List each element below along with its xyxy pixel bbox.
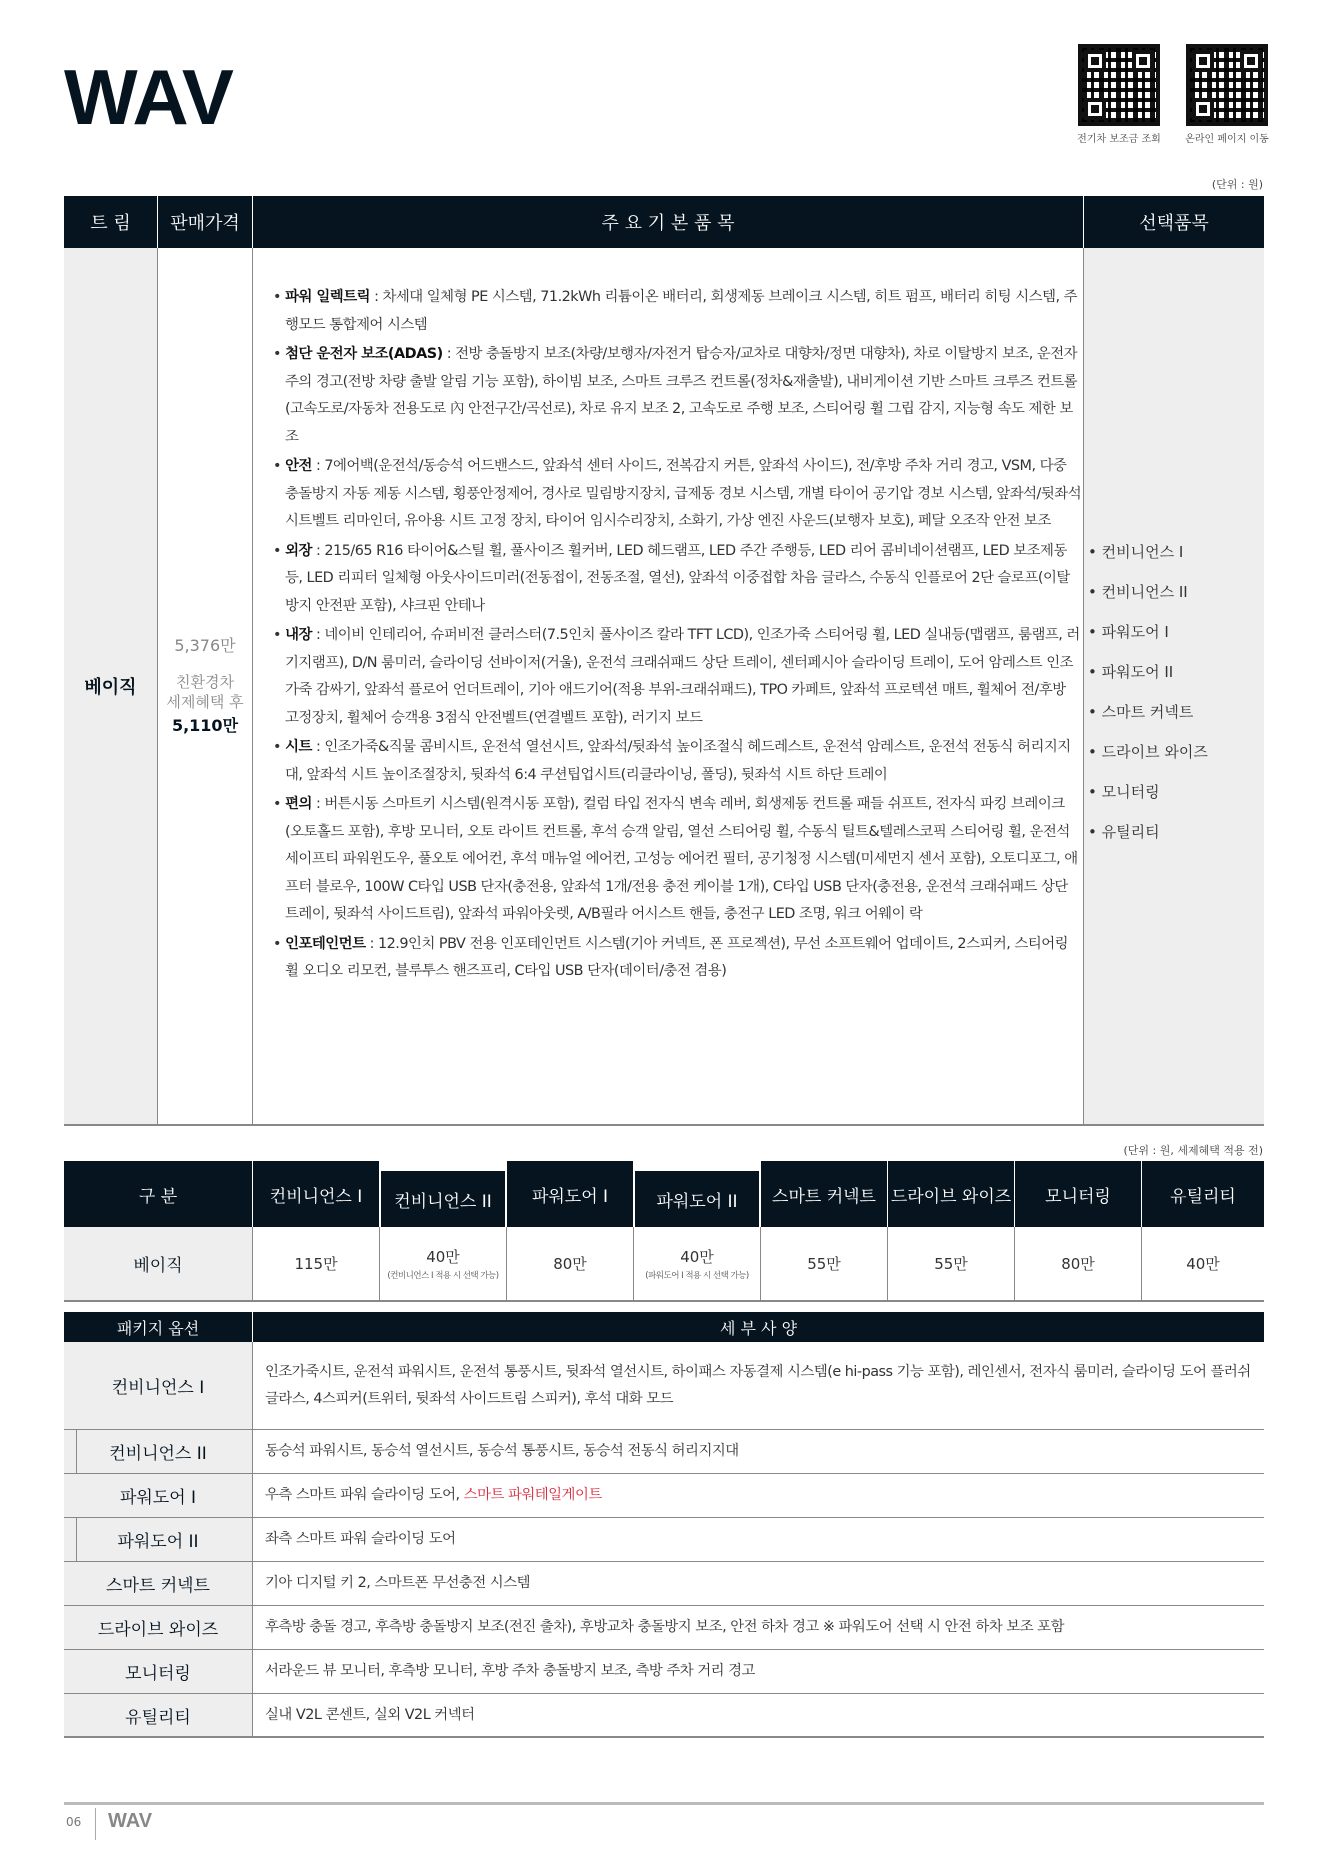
package-desc [253,1430,1264,1473]
option-price-cell [1142,1227,1264,1300]
option-price-row [64,1227,1264,1302]
option-price: 55만 [934,1255,968,1273]
option-price: 55만 [807,1255,841,1273]
qr-code-icon[interactable] [1186,44,1268,126]
package-row [64,1518,1264,1562]
item-text: : 7에어백(운전석/동승석 어드밴스드, 앞좌석 센터 사이드, 전복감지 커튼, 앞좌석 사이드), 전/후방 주차 거리 경고, VSM, 다중 충돌방지 자동 제동 시스템, 횡풍안정제어, 경사로 밀림방지장치, 급제동 경보 시스템, 개별 타이어 공기압 경보 시스템, 앞좌석/뒷좌석 시트벨트 리마인더, 유아용 시트 고정 장치, 타이어 임시수리장치, 소화기, 가상 엔진 사운드(보행자 보호), 페달 오조작 안전 보조 [285,458,1082,529]
price-note: 세제혜택 후 [166,693,244,711]
item-text: : 네이비 인테리어, 슈퍼비전 클러스터(7.5인치 풀사이즈 칼라 TFT LCD), 인조가죽 스티어링 휠, LED 실내등(맵램프, 룸램프, 러기지램프), D/N 룸미러, 슬라이딩 선바이저(거울), 운전석 크래쉬패드 상단 트레이, 센터페시아 슬라이딩 트레이, 도어 암레스트 인조가죽 감싸기, 앞좌석 플로어 언더트레이, 기아 애드기어(적용 부위-크래쉬패드), TPO 카페트, 앞좌석 프로텍션 매트, 휠체어 전/후방 고정장치, 휠체어 승객용 3점식 안전벨트(연결벨트 포함), 러기지 보드 [285,627,1080,726]
item-category: 첨단 운전자 보조(ADAS) [285,346,443,362]
qr-label-online: 온라인 페이지 이동 [1185,134,1269,145]
option-header: 드라이브 와이즈 [888,1161,1015,1227]
package-desc-text: 실내 V2L 콘센트, 실외 V2L 커넥터 [265,1706,475,1723]
option-row-label: 베이직 [64,1227,253,1300]
item-text: : 전방 충돌방지 보조(차량/보행자/자전거 탑승자/교차로 대향차/정면 대향차), 차로 이탈방지 보조, 운전자 주의 경고(전방 차량 출발 알림 기능 포함), 하이빔 보조, 스마트 크루즈 컨트롤(정차&재출발), 내비게이션 기반 스마트 크루즈 컨트롤(고속도로/자동차 전용도로 內 안전구간/곡선로), 차로 유지 보조 2, 고속도로 주행 보조, 스티어링 휠 그립 감지, 지능형 속도 제한 보조 [285,346,1078,445]
option-header [380,1161,507,1227]
optional-item: • 스마트 커넥트 [1088,703,1194,721]
header-details: 세 부 사 양 [719,1318,798,1338]
footer-divider [64,1802,1264,1805]
option-header: 스마트 커넥트 [761,1161,888,1227]
item-text: : 215/65 R16 타이어&스틸 휠, 풀사이즈 휠커버, LED 헤드램프, LED 주간 주행등, LED 리어 콤비네이션램프, LED 보조제동등, LED 리피터 일체형 아웃사이드미러(전동접이, 전동조절, 열선), 앞좌석 이중접합 차음 글라스, 수동식 인플로어 2단 슬로프(이탈방지 안전판 포함), 샤크핀 안테나 [285,542,1070,614]
package-name: 드라이브 와이즈 [64,1606,253,1649]
header-items: 주 요 기 본 품 목 [253,196,1084,248]
price-note: 친환경차 [176,673,234,691]
item-category: 인포테인먼트 [285,935,366,952]
option-price-cell [634,1227,761,1300]
standard-item: • 편의 : 버튼시동 스마트키 시스템(원격시동 포함), 컬럼 타입 전자식 변속 레버, 회생제동 컨트롤 패들 쉬프트, 전자식 파킹 브레이크(오토홀드 포함), 후방 모니터, 오토 라이트 컨트롤, 후석 승객 알림, 열선 스티어링 휠, 수동식 틸트&텔레스코픽 스티어링 휠, 운전석 세이프티 파워윈도우, 풀오토 에어컨, 후석 매뉴얼 에어컨, 고성능 에어컨 필터, 공기청정 시스템(미세먼지 센서 포함), 오토디포그, 애프터 블로우, 100W C타입 USB 단자(충전용, 앞좌석 1개/전용 충전 케이블 1개), C타입 USB 단자(충전용, 운전석 크래쉬패드 상단 트레이, 뒷좌석 사이드트림), 앞좌석 파워아웃렛, A/B필라 어시스트 핸들, 충전구 LED 조명, 워크 어웨이 락 [273,796,1078,922]
option-note: (파워도어 I 적용 시 선택 가능) [645,1271,749,1281]
package-table-body [64,1342,1264,1738]
item-category: 시트 [285,739,312,755]
header-price: 판매가격 [158,196,253,248]
package-row [64,1430,1264,1474]
trim-name: 베이직 [64,248,158,1124]
package-desc-text: 기아 디지털 키 2, 스마트폰 무선충전 시스템 [265,1575,531,1591]
main-table-body [64,248,1264,1126]
package-desc-text: 서라운드 뷰 모니터, 후측방 모니터, 후방 주차 충돌방지 보조, 측방 주차 거리 경고 [265,1663,755,1679]
option-price-cell [888,1227,1015,1300]
package-desc [253,1342,1264,1429]
option-price: 80만 [553,1255,587,1273]
optional-item: • 모니터링 [1088,783,1160,801]
standard-item: • 시트 : 인조가죽&직물 콤비시트, 운전석 열선시트, 앞좌석/뒷좌석 높이조절식 헤드레스트, 운전석 암레스트, 운전석 전동식 허리지지대, 앞좌석 시트 높이조절장치, 뒷좌석 6:4 쿠션팁업시트(리클라이닝, 폴딩), 뒷좌석 시트 하단 트레이 [273,739,1071,783]
option-price: 80만 [1061,1255,1095,1273]
package-name: 스마트 커넥트 [64,1562,253,1605]
option-price-cell [1015,1227,1142,1300]
item-text: : 차세대 일체형 PE 시스템, 71.2kWh 리튬이온 배터리, 회생제동 브레이크 시스템, 히트 펌프, 배터리 히팅 시스템, 주행모드 통합제어 시스템 [285,289,1078,333]
option-header-label: 컨비니언스 II [381,1171,505,1227]
option-price-cell [380,1227,507,1300]
package-desc [253,1474,1264,1517]
standard-item: • 첨단 운전자 보조(ADAS) : 전방 충돌방지 보조(차량/보행자/자전거 탑승자/교차로 대향차/정면 대향차), 차로 이탈방지 보조, 운전자 주의 경고(전방 차량 출발 알림 기능 포함), 하이빔 보조, 스마트 크루즈 컨트롤(정차&재출발), 내비게이션 기반 스마트 크루즈 컨트롤(고속도로/자동차 전용도로 內 안전구간/곡선로), 차로 유지 보조 2, 고속도로 주행 보조, 스티어링 휠 그립 감지, 지능형 속도 제한 보조 [273,346,1078,445]
package-name: 모니터링 [64,1650,253,1693]
package-desc-text: 우측 스마트 파워 슬라이딩 도어, [265,1487,464,1503]
item-category: 안전 [285,458,312,474]
unit-note: (단위 : 원, 세제혜택 적용 전) [1123,1144,1263,1157]
main-table-header [64,196,1264,248]
item-text: : 인조가죽&직물 콤비시트, 운전석 열선시트, 앞좌석/뒷좌석 높이조절식 헤드레스트, 운전석 암레스트, 운전석 전동식 허리지지대, 앞좌석 시트 높이조절장치, 뒷좌석 6:4 쿠션팁업시트(리클라이닝, 폴딩), 뒷좌석 시트 하단 트레이 [285,739,1071,783]
optional-item: • 유틸리티 [1088,823,1160,841]
package-desc-highlight: 스마트 파워테일게이트 [463,1487,602,1503]
item-text: : 버튼시동 스마트키 시스템(원격시동 포함), 컬럼 타입 전자식 변속 레버, 회생제동 컨트롤 패들 쉬프트, 전자식 파킹 브레이크(오토홀드 포함), 후방 모니터, 오토 라이트 컨트롤, 후석 승객 알림, 열선 스티어링 휠, 수동식 틸트&텔레스코픽 스티어링 휠, 운전석 세이프티 파워윈도우, 풀오토 에어컨, 후석 매뉴얼 에어컨, 고성능 에어컨 필터, 공기청정 시스템(미세먼지 센서 포함), 오토디포그, 애프터 블로우, 100W C타입 USB 단자(충전용, 앞좌석 1개/전용 충전 케이블 1개), C타입 USB 단자(충전용, 운전석 크래쉬패드 상단 트레이, 뒷좌석 사이드트림), 앞좌석 파워아웃렛, A/B필라 어시스트 핸들, 충전구 LED 조명, 워크 어웨이 락 [285,796,1078,922]
package-desc [253,1606,1264,1649]
item-category: 내장 [285,627,312,643]
package-row [64,1650,1264,1694]
footer-separator [95,1808,96,1840]
option-note: (컨비니언스 I 적용 시 선택 가능) [387,1271,499,1281]
package-desc [253,1562,1264,1605]
optional-item: • 파워도어 I [1088,623,1169,641]
option-header: 유틸리티 [1170,1186,1236,1207]
package-desc [253,1650,1264,1693]
package-name: 유틸리티 [64,1694,253,1736]
option-price: 40만 [426,1248,460,1266]
standard-item: • 외장 : 215/65 R16 타이어&스틸 휠, 풀사이즈 휠커버, LED 헤드램프, LED 주간 주행등, LED 리어 콤비네이션램프, LED 보조제동등, LED 리피터 일체형 아웃사이드미러(전동접이, 전동조절, 열선), 앞좌석 이중접합 차음 글라스, 수동식 인플로어 2단 슬로프(이탈방지 안전판 포함), 샤크핀 안테나 [273,542,1070,614]
standard-item: • 파워 일렉트릭 : 차세대 일체형 PE 시스템, 71.2kWh 리튬이온 배터리, 회생제동 브레이크 시스템, 히트 펌프, 배터리 히팅 시스템, 주행모드 통합제어 시스템 [273,289,1078,333]
standard-item: • 인포테인먼트 : 12.9인치 PBV 전용 인포테인먼트 시스템(기아 커넥트, 폰 프로젝션), 무선 소프트웨어 업데이트, 2스피커, 스티어링 휠 오디오 리모컨, 블루투스 핸즈프리, C타입 USB 단자(데이터/충전 겸용) [273,935,1069,979]
price-cell [158,248,253,1124]
item-category: 편의 [285,796,312,812]
optional-items-list [1084,248,1264,1124]
standard-items-list [253,248,1084,1124]
page-number: 06 [66,1815,82,1829]
option-header: 구 분 [64,1161,253,1227]
qr-label-subsidy: 전기차 보조금 조회 [1077,134,1161,145]
price-after-benefit: 5,110만 [171,716,239,735]
option-price-cell [507,1227,634,1300]
package-desc-text: 후측방 충돌 경고, 후측방 충돌방지 보조(전진 출차), 후방교차 충돌방지 보조, 안전 하차 경고 ※ 파워도어 선택 시 안전 하차 보조 포함 [265,1619,1064,1635]
item-category: 외장 [285,542,312,559]
option-header: 컨비니언스 I [253,1161,380,1227]
option-table-header [64,1161,1264,1227]
item-category: 파워 일렉트릭 [285,289,370,305]
option-header: 모니터링 [1015,1161,1142,1227]
package-table-header [64,1312,1264,1342]
optional-item: • 드라이브 와이즈 [1088,743,1208,761]
standard-item: • 내장 : 네이비 인테리어, 슈퍼비전 클러스터(7.5인치 풀사이즈 칼라 TFT LCD), 인조가죽 스티어링 휠, LED 실내등(맵램프, 룸램프, 러기지램프), D/N 룸미러, 슬라이딩 선바이저(거울), 운전석 크래쉬패드 상단 트레이, 센터페시아 슬라이딩 트레이, 도어 암레스트 인조가죽 감싸기, 앞좌석 플로어 언더트레이, 기아 애드기어(적용 부위-크래쉬패드), TPO 카페트, 앞좌석 프로텍션 매트, 휠체어 전/후방 고정장치, 휠체어 승객용 3점식 안전벨트(연결벨트 포함), 러기지 보드 [273,627,1080,726]
package-name: 컨비니언스 I [64,1342,253,1429]
footer-model-name: WAV [108,1810,153,1832]
package-name: 파워도어 II [64,1518,253,1561]
package-desc [253,1518,1264,1561]
option-price: 40만 [1186,1255,1220,1273]
option-price-cell [253,1227,380,1300]
standard-item: • 안전 : 7에어백(운전석/동승석 어드밴스드, 앞좌석 센터 사이드, 전복감지 커튼, 앞좌석 사이드), 전/후방 주차 거리 경고, VSM, 다중 충돌방지 자동 제동 시스템, 횡풍안정제어, 경사로 밀림방지장치, 급제동 경보 시스템, 개별 타이어 공기압 경보 시스템, 앞좌석/뒷좌석 시트벨트 리마인더, 유아용 시트 고정 장치, 타이어 임시수리장치, 소화기, 가상 엔진 사운드(보행자 보호), 페달 오조작 안전 보조 [273,458,1082,529]
package-row [64,1474,1264,1518]
option-price: 115만 [294,1255,338,1273]
package-desc-text: 동승석 파워시트, 동승석 열선시트, 동승석 통풍시트, 동승석 전동식 허리지지대 [265,1443,739,1459]
qr-code-icon[interactable] [1078,44,1160,126]
item-text: : 12.9인치 PBV 전용 인포테인먼트 시스템(기아 커넥트, 폰 프로젝션), 무선 소프트웨어 업데이트, 2스피커, 스티어링 휠 오디오 리모컨, 블루투스 핸즈프리, C타입 USB 단자(데이터/충전 겸용) [285,935,1069,979]
page-title: WAV [64,53,233,141]
option-header [634,1161,761,1227]
package-name: 파워도어 I [64,1474,253,1517]
optional-item: • 파워도어 II [1088,663,1174,681]
package-desc-text: 좌측 스마트 파워 슬라이딩 도어 [265,1531,456,1547]
package-name: 컨비니언스 II [64,1430,253,1473]
option-price: 40만 [680,1248,714,1266]
option-header: 파워도어 I [507,1161,634,1227]
package-desc-text: 인조가죽시트, 운전석 파워시트, 운전석 통풍시트, 뒷좌석 열선시트, 하이패스 자동결제 시스템(e hi-pass 기능 포함), 레인센서, 전자식 룸미러, 슬라이딩 도어 플러쉬 글라스, 4스피커(트위터, 뒷좌석 사이드트림 스피커), 후석 대화 모드 [265,1363,1251,1407]
option-header-label: 파워도어 II [635,1171,759,1227]
option-price-cell [761,1227,888,1300]
optional-item: • 컨비니언스 I [1088,543,1184,561]
unit-note: (단위 : 원) [1211,178,1263,191]
header-trim: 트 림 [64,196,158,248]
header-package: 패키지 옵션 [64,1312,253,1342]
price: 5,376만 [174,636,236,655]
package-row [64,1606,1264,1650]
package-row [64,1342,1264,1430]
header-options: 선택품목 [1139,213,1209,234]
package-desc [253,1694,1264,1736]
package-row [64,1562,1264,1606]
optional-item: • 컨비니언스 II [1088,583,1188,601]
package-row [64,1694,1264,1738]
